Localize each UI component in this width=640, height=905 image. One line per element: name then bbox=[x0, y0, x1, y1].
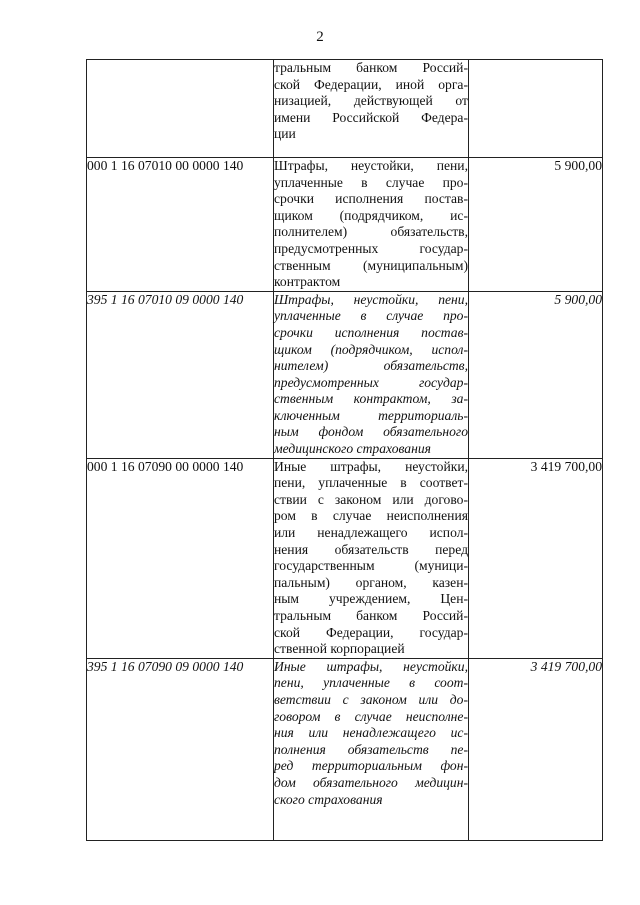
description-line: ского страхования bbox=[274, 791, 383, 807]
description-line: контрактом bbox=[274, 274, 341, 290]
description-line: государственным (муници- bbox=[274, 558, 468, 574]
page-number: 2 bbox=[316, 29, 324, 45]
description-line: нителем) обязательств, bbox=[274, 358, 468, 374]
description-cell bbox=[274, 157, 469, 291]
budget-code-cell: 395 1 16 07090 09 0000 140 bbox=[87, 658, 274, 840]
description-line: предусмотренных государ- bbox=[274, 374, 468, 390]
description-line: пени, уплаченные в соот- bbox=[274, 675, 468, 691]
description-line: имени Российской Федера- bbox=[274, 109, 468, 125]
description-line: Штрафы, неустойки, пени, bbox=[274, 157, 468, 173]
description-line: щиком (подрядчиком, испол- bbox=[274, 341, 468, 357]
table-row bbox=[87, 157, 603, 291]
description-line: ным учреждением, Цен- bbox=[274, 591, 468, 607]
description-line: ред территориальным фон- bbox=[274, 758, 468, 774]
table-row bbox=[87, 60, 603, 158]
description-cell bbox=[274, 658, 469, 840]
description-line: пальным) органом, казен- bbox=[274, 574, 468, 590]
table-row bbox=[87, 458, 603, 658]
description-line: нения обязательств перед bbox=[274, 541, 468, 557]
table-row bbox=[87, 658, 603, 840]
description-line: пени, уплаченные в соответ- bbox=[274, 475, 468, 491]
description-line: срочки исполнения постав- bbox=[274, 191, 468, 207]
description-cell bbox=[274, 291, 469, 458]
description-line: полнения обязательств пе- bbox=[274, 741, 468, 757]
description-line: ным фондом обязательного bbox=[274, 424, 468, 440]
description-line: тральным банком Россий- bbox=[274, 608, 468, 623]
description-line: ром в случае неисполнения bbox=[274, 508, 468, 524]
description-line: уплаченные в случае про- bbox=[274, 308, 468, 324]
description-line: ключенным территориаль- bbox=[274, 407, 468, 423]
table-body bbox=[87, 60, 603, 841]
amount-cell: 3 419 700,00 bbox=[469, 658, 603, 840]
table-row bbox=[87, 291, 603, 458]
description-line: щиком (подрядчиком, ис- bbox=[274, 207, 468, 223]
amount-cell bbox=[469, 60, 603, 158]
description-line: ции bbox=[274, 126, 296, 142]
budget-code-cell: 395 1 16 07010 09 0000 140 bbox=[87, 291, 274, 458]
description-line: Иные штрафы, неустойки, bbox=[274, 458, 468, 474]
description-cell bbox=[274, 60, 469, 158]
description-line: ственным контрактом, за- bbox=[274, 391, 468, 407]
description-line: ственным (муниципальным) bbox=[274, 257, 468, 273]
description-line: Иные штрафы, неустойки, bbox=[274, 658, 468, 674]
budget-code-cell bbox=[87, 60, 274, 158]
amount-cell: 5 900,00 bbox=[469, 291, 603, 458]
budget-code-cell: 000 1 16 07010 00 0000 140 bbox=[87, 157, 274, 291]
description-line: полнителем) обязательств, bbox=[274, 224, 468, 240]
description-line: низацией, действующей от bbox=[274, 93, 468, 109]
amount-cell: 3 419 700,00 bbox=[469, 458, 603, 658]
description-line: срочки исполнения постав- bbox=[274, 324, 468, 340]
description-line: или ненадлежащего испол- bbox=[274, 525, 468, 541]
description-line: ской Федерации, государ- bbox=[274, 624, 468, 640]
budget-revenue-table bbox=[86, 59, 603, 841]
description-line: Штрафы, неустойки, пени, bbox=[274, 291, 468, 307]
description-line: ской Федерации, иной орга- bbox=[274, 76, 468, 92]
description-line: ственной корпорацией bbox=[274, 641, 405, 657]
description-line: уплаченные в случае про- bbox=[274, 174, 468, 190]
budget-code-cell: 000 1 16 07090 00 0000 140 bbox=[87, 458, 274, 658]
description-line: медицинского страхования bbox=[274, 441, 431, 457]
description-line: ния или ненадлежащего ис- bbox=[274, 725, 468, 741]
description-cell bbox=[274, 458, 469, 658]
description-line: ветствии с законом или до- bbox=[274, 691, 468, 707]
description-line: дом обязательного медицин- bbox=[274, 774, 468, 790]
description-line: ствии с законом или догово- bbox=[274, 491, 468, 507]
description-line: тральным банком Россий- bbox=[274, 60, 468, 75]
description-line: предусмотренных государ- bbox=[274, 240, 468, 256]
description-line: говором в случае неисполне- bbox=[274, 708, 468, 724]
amount-cell: 5 900,00 bbox=[469, 157, 603, 291]
